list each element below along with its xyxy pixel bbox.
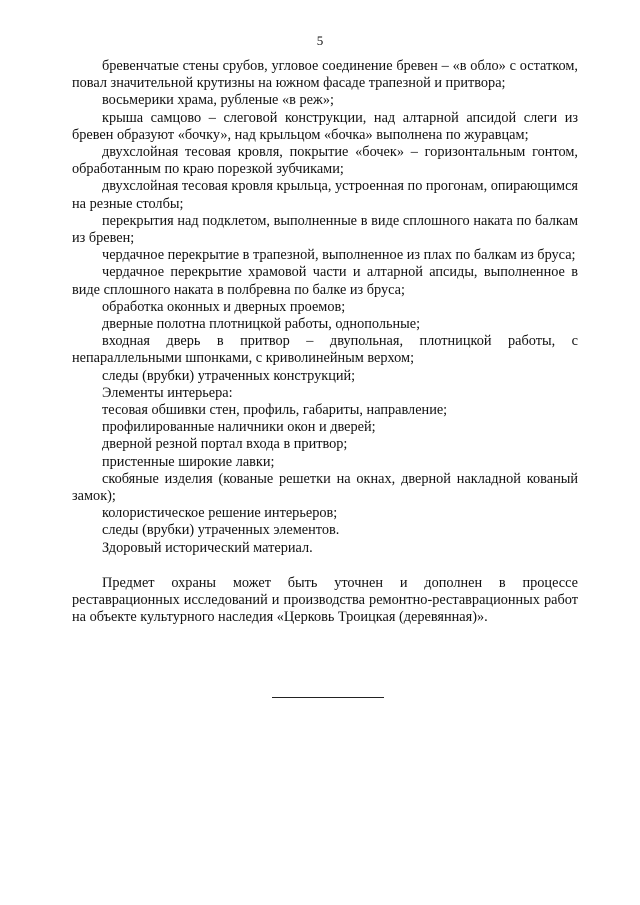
- section-heading: Элементы интерьера:: [102, 384, 233, 401]
- document-body: [72, 58, 578, 627]
- paragraph: входная дверь в притвор – двупольная, плотницкой работы, с непараллельными шпонками, с криволинейным верхом;: [72, 333, 578, 367]
- closing-paragraph: Предмет охраны может быть уточнен и дополнен в процессе реставрационных исследований и производства ремонтно-реставрационных работ на объекте культурного наследия «Церковь Троицкая (деревянная)».: [72, 574, 578, 626]
- paragraph: восьмерики храма, рубленые «в реж»;: [102, 92, 334, 109]
- paragraph: дверной резной портал входа в притвор;: [102, 436, 348, 453]
- paragraph: крыша самцово – слеговой конструкции, над алтарной апсидой слеги из бревен образуют «бочку», над крыльцом «бочка» выполнена по журавцам;: [72, 109, 578, 143]
- paragraph: бревенчатые стены срубов, угловое соединение бревен – «в обло» с остатком, повал значительной крутизны на южном фасаде трапезной и притвора;: [72, 58, 578, 92]
- end-rule: [272, 697, 384, 698]
- paragraph: обработка оконных и дверных проемов;: [102, 298, 346, 315]
- page-number: 5: [316, 33, 324, 48]
- paragraph: профилированные наличники окон и дверей;: [102, 419, 376, 436]
- paragraph: двухслойная тесовая кровля крыльца, устроенная по прогонам, опирающимся на резные столбы;: [72, 178, 578, 212]
- paragraph: дверные полотна плотницкой работы, однопольные;: [102, 316, 421, 333]
- paragraph: следы (врубки) утраченных конструкций;: [102, 367, 356, 384]
- paragraph: пристенные широкие лавки;: [102, 453, 275, 470]
- paragraph: Здоровый исторический материал.: [102, 539, 313, 556]
- paragraph: следы (врубки) утраченных элементов.: [102, 522, 340, 539]
- paragraph: колористическое решение интерьеров;: [102, 505, 338, 522]
- paragraph: скобяные изделия (кованые решетки на окнах, дверной накладной кованый замок);: [72, 470, 578, 505]
- paragraph: чердачное перекрытие храмовой части и алтарной апсиды, выполненное в виде сплошного наката в полбревна по балке из бруса;: [72, 264, 578, 298]
- paragraph: двухслойная тесовая кровля, покрытие «бочек» – горизонтальным гонтом, обработанным по краю порезкой зубчиками;: [72, 144, 578, 178]
- paragraph: перекрытия над подклетом, выполненные в виде сплошного наката по балкам из бревен;: [72, 212, 578, 247]
- paragraph: тесовая обшивки стен, профиль, габариты, направление;: [102, 402, 448, 419]
- paragraph: чердачное перекрытие в трапезной, выполненное из плах по балкам из бруса;: [102, 247, 576, 264]
